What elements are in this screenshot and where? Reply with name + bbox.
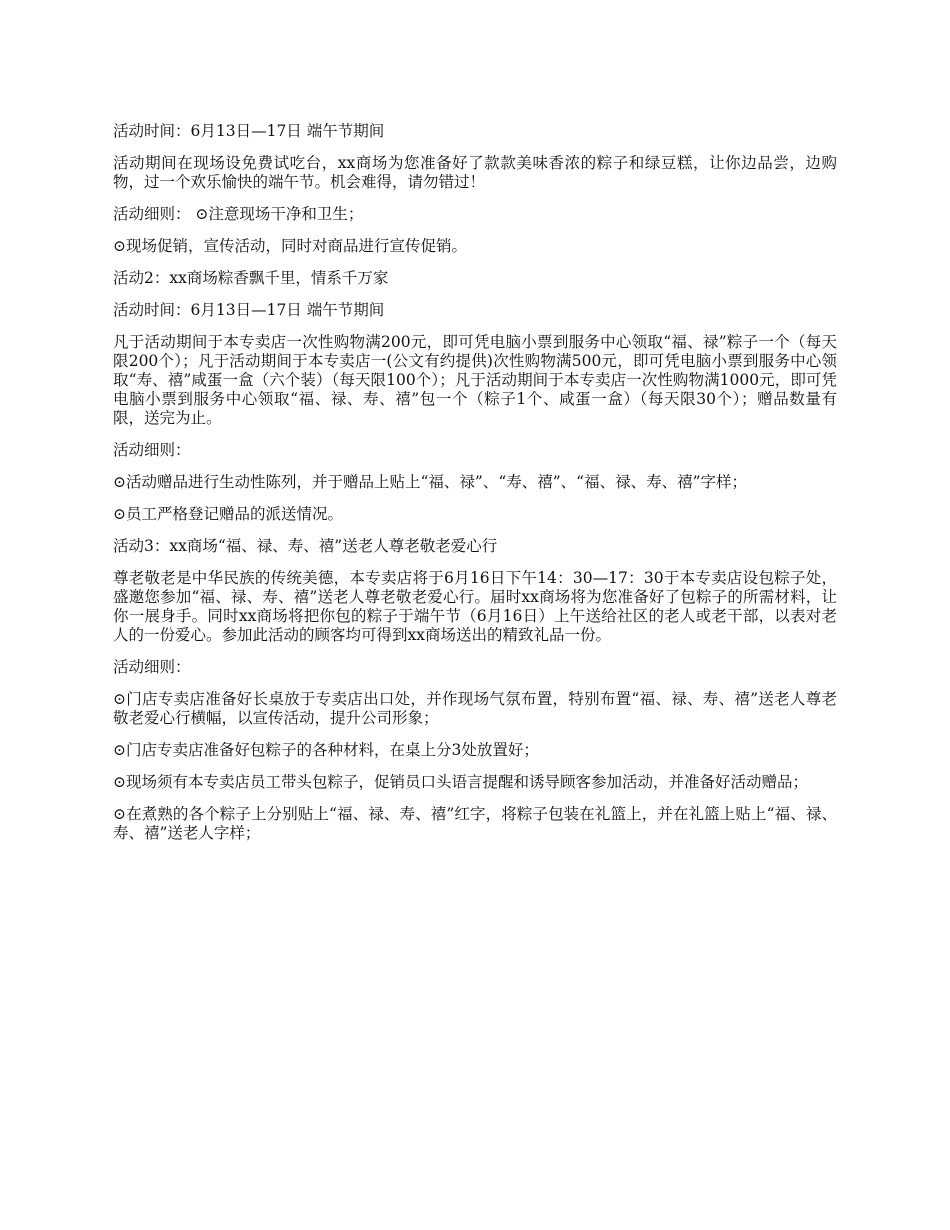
rule-item: ⊙门店专卖店准备好包粽子的各种材料，在桌上分3处放置好； (113, 741, 539, 759)
activity-rules-paragraph: 活动细则： ⊙注意现场干净和卫生； (113, 205, 364, 223)
rule-item: ⊙现场须有本专卖店员工带头包粽子，促销员口头语言提醒和诱导顾客参加活动，并准备好活动赠品； (113, 773, 808, 791)
purchase-gift-paragraph: 凡于活动期间于本专卖店一次性购物满200元，即可凭电脑小票到服务中心领取“福、禄”粽子一个（每天限200个）；凡于活动期间于本专卖店一(公文有约提供)次性购物满500元，即可凭电脑小票到服务中心领取“寿、禧”咸蛋一盒（六个装）（每天限100个）；凡于活动期间于本专卖店一次性购物满1000元，即可凭电脑小票到服务中心领取“福、禄、寿、禧”包一个（粽子1个、咸蛋一盒）（每天限30个）；赠品数量有限，送完为止。 (113, 333, 837, 427)
rule-item: ⊙现场促销，宣传活动，同时对商品进行宣传促销。 (113, 237, 467, 255)
rule-item: ⊙门店专卖店准备好长桌放于专卖店出口处，并作现场气氛布置，特别布置“福、禄、寿、禧”送老人尊老敬老爱心行横幅，以宣传活动，提升公司形象； (113, 690, 837, 727)
rule-item: ⊙活动赠品进行生动性陈列，并于赠品上贴上“福、禄”、“寿、禧”、“福、禄、寿、禧”字样； (113, 473, 748, 491)
activity-rules-label: 活动细则： (113, 658, 191, 676)
elder-care-paragraph: 尊老敬老是中华民族的传统美德，本专卖店将于6月16日下午14：30—17：30于本专卖店设包粽子处，盛邀您参加“福、禄、寿、禧”送老人尊老敬老爱心行。届时xx商场将为您准备好了包粽子的所需材料，让你一展身手。同时xx商场将把你包的粽子于端午节（6月16日）上午送给社区的老人或老干部，以表对老人的一份爱心。参加此活动的顾客均可得到xx商场送出的精致礼品一份。 (113, 569, 837, 644)
activity-rules-label: 活动细则： (113, 441, 191, 459)
activity-2-heading: 活动2：xx商场粽香飘千里，情系千万家 (113, 269, 389, 287)
rule-item: ⊙在煮熟的各个粽子上分别贴上“福、禄、寿、禧”红字，将粽子包装在礼篮上，并在礼篮上贴上“福、禄、寿、禧”送老人字样； (113, 805, 837, 842)
rule-item: ⊙员工严格登记赠品的派送情况。 (113, 505, 343, 523)
tasting-description-paragraph: 活动期间在现场设免费试吃台，xx商场为您准备好了款款美味香浓的粽子和绿豆糕，让你边品尝，边购物，过一个欢乐愉快的端午节。机会难得，请勿错过！ (113, 154, 837, 191)
document-body (113, 122, 837, 856)
activity-time-paragraph: 活动时间：6月13日—17日 端午节期间 (113, 301, 385, 319)
activity-time-paragraph: 活动时间：6月13日—17日 端午节期间 (113, 122, 385, 140)
activity-3-heading: 活动3：xx商场“福、禄、寿、禧”送老人尊老敬老爱心行 (113, 537, 498, 555)
